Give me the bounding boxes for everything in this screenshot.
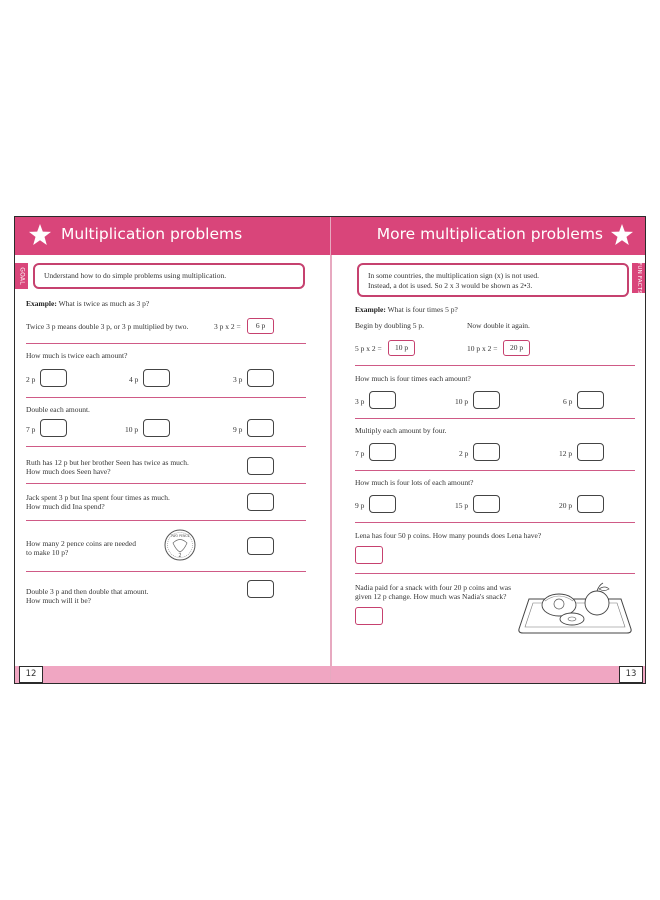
answer-box[interactable] <box>247 493 274 511</box>
twice-label-1: 2 p <box>26 375 36 384</box>
answer-box[interactable] <box>577 443 604 461</box>
separator <box>355 418 635 419</box>
answer-box[interactable] <box>355 546 383 564</box>
goal-tab <box>15 263 28 289</box>
four-label-1: 3 p <box>355 397 365 406</box>
right-footer <box>331 666 646 683</box>
left-example-label: Example: <box>26 299 57 308</box>
left-example-answer: 6 p <box>247 318 274 334</box>
answer-box[interactable] <box>247 369 274 387</box>
answer-box[interactable] <box>369 391 396 409</box>
answer-box[interactable] <box>369 495 396 513</box>
left-title-banner <box>15 217 331 255</box>
right-answer-2: 20 p <box>503 340 530 356</box>
separator <box>26 397 306 398</box>
fun-facts-tab-label: FUN FACTS <box>635 262 642 294</box>
workbook-spread <box>14 216 646 684</box>
four-label-3: 6 p <box>563 397 573 406</box>
jack-line-2: How much did Ina spend? <box>26 502 105 511</box>
twice-label-2: 4 p <box>129 375 139 384</box>
separator <box>26 446 306 447</box>
answer-box[interactable] <box>247 580 274 598</box>
answer-box[interactable] <box>247 419 274 437</box>
star-icon <box>610 223 634 247</box>
answer-box[interactable] <box>473 443 500 461</box>
coin-text: TWO PENCE <box>170 534 190 538</box>
lots-label-3: 20 p <box>559 501 573 510</box>
goal-text: Understand how to do simple problems using multiplication. <box>44 271 227 280</box>
answer-box[interactable] <box>40 369 67 387</box>
right-example-line <box>355 305 458 315</box>
answer-box[interactable] <box>473 391 500 409</box>
left-example-equation: 3 p x 2 = <box>214 322 241 331</box>
answer-box[interactable] <box>247 537 274 555</box>
snack-tray-illustration <box>515 577 635 637</box>
double-label-2: 10 p <box>125 425 139 434</box>
now-text: Now double it again. <box>467 321 530 330</box>
left-example-question: What is twice as much as 3 p? <box>58 299 150 308</box>
goal-box <box>33 263 305 289</box>
q-four-lots: How much is four lots of each amount? <box>355 478 474 487</box>
goal-tab-label: GOAL <box>18 267 25 285</box>
nadia-line-2: given 12 p change. How much was Nadia's snack? <box>355 592 507 601</box>
double-label-1: 7 p <box>26 425 36 434</box>
answer-box[interactable] <box>577 495 604 513</box>
right-answer-1: 10 p <box>388 340 415 356</box>
answer-box[interactable] <box>143 369 170 387</box>
left-example-line <box>26 299 149 309</box>
separator <box>26 571 306 572</box>
answer-box[interactable] <box>577 391 604 409</box>
multiply-label-2: 2 p <box>459 449 469 458</box>
q-double: Double each amount. <box>26 405 90 414</box>
separator <box>26 483 306 484</box>
separator <box>355 522 635 523</box>
fact-line-2: Instead, a dot is used. So 2 x 3 would be shown as 2•3. <box>368 281 533 290</box>
left-page-title: Multiplication problems <box>61 225 243 243</box>
coins-line-2: to make 10 p? <box>26 548 69 557</box>
answer-box[interactable] <box>40 419 67 437</box>
right-example-question: What is four times 5 p? <box>387 305 458 314</box>
lots-label-1: 9 p <box>355 501 365 510</box>
ruth-line-1: Ruth has 12 p but her brother Seen has twice as much. <box>26 458 189 467</box>
multiply-label-1: 7 p <box>355 449 365 458</box>
fun-facts-tab <box>632 263 645 293</box>
double-label-3: 9 p <box>233 425 243 434</box>
separator <box>355 573 635 574</box>
begin-text: Begin by doubling 5 p. <box>355 321 424 330</box>
right-eq-2: 10 p x 2 = <box>467 344 498 353</box>
q-twice: How much is twice each amount? <box>26 351 128 360</box>
left-page-number: 12 <box>19 666 43 683</box>
answer-box[interactable] <box>369 443 396 461</box>
answer-box[interactable] <box>473 495 500 513</box>
page-gutter <box>330 217 332 683</box>
left-example-explanation: Twice 3 p means double 3 p, or 3 p multiplied by two. <box>26 322 189 331</box>
separator <box>26 343 306 344</box>
ruth-line-2: How much does Seen have? <box>26 467 111 476</box>
left-footer <box>15 666 331 683</box>
double3-line-1: Double 3 p and then double that amount. <box>26 587 149 596</box>
separator <box>26 520 306 521</box>
answer-box[interactable] <box>247 457 274 475</box>
q-four-times: How much is four times each amount? <box>355 374 471 383</box>
separator <box>355 470 635 471</box>
double3-line-2: How much will it be? <box>26 596 91 605</box>
lots-label-2: 15 p <box>455 501 469 510</box>
separator <box>355 365 635 366</box>
two-pence-coin-icon <box>164 529 196 561</box>
star-icon <box>28 223 52 247</box>
four-label-2: 10 p <box>455 397 469 406</box>
multiply-label-3: 12 p <box>559 449 573 458</box>
fun-facts-box <box>357 263 629 297</box>
twice-label-3: 3 p <box>233 375 243 384</box>
coin-value: 2 <box>178 553 182 559</box>
answer-box[interactable] <box>143 419 170 437</box>
right-page-number: 13 <box>619 666 643 683</box>
right-example-label: Example: <box>355 305 386 314</box>
answer-box[interactable] <box>355 607 383 625</box>
right-eq-1: 5 p x 2 = <box>355 344 382 353</box>
jack-line-1: Jack spent 3 p but Ina spent four times as much. <box>26 493 170 502</box>
fact-line-1: In some countries, the multiplication sign (x) is not used. <box>368 271 540 280</box>
right-title-banner <box>331 217 646 255</box>
right-page-title: More multiplication problems <box>376 225 603 243</box>
q-multiply: Multiply each amount by four. <box>355 426 447 435</box>
nadia-line-1: Nadia paid for a snack with four 20 p coins and was <box>355 583 511 592</box>
lena-text: Lena has four 50 p coins. How many pounds does Lena have? <box>355 531 542 540</box>
coins-line-1: How many 2 pence coins are needed <box>26 539 136 548</box>
